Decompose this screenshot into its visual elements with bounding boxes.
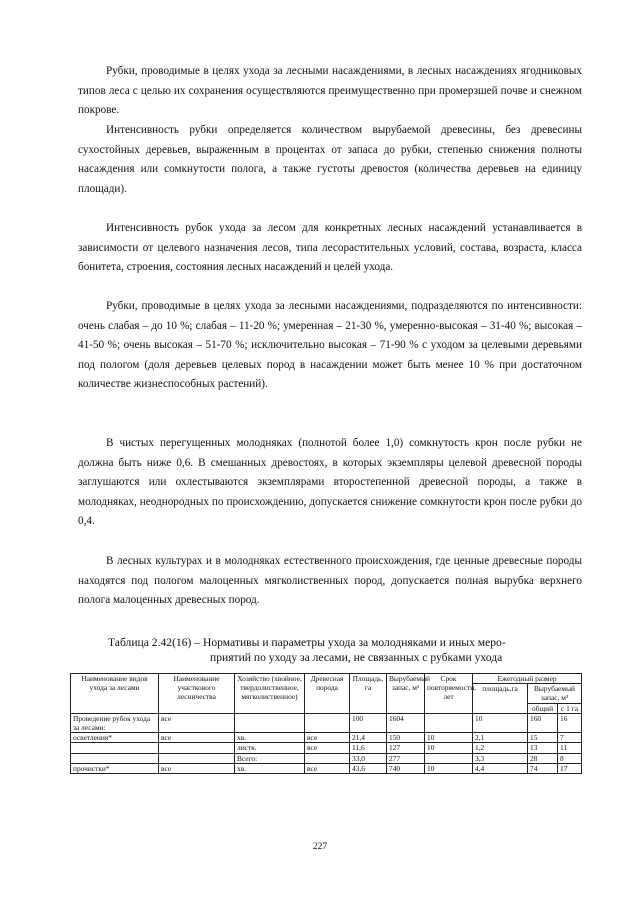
table-row [71, 713, 582, 732]
table-cell [425, 713, 473, 732]
header-species: Древесная порода [305, 674, 350, 714]
table-cell: 277 [387, 753, 425, 763]
table-cell: 8 [558, 753, 582, 763]
table-row [71, 753, 582, 763]
header-area: Площадь, га [350, 674, 387, 714]
table-cell: Всего: [235, 753, 305, 763]
table-cell: 11,6 [350, 743, 387, 753]
table-cell: 1,2 [473, 743, 528, 753]
table-cell [305, 713, 350, 732]
header-total: общий [528, 703, 558, 713]
table-cell [425, 753, 473, 763]
table-cell: 13 [528, 743, 558, 753]
table-cell [71, 753, 159, 763]
table-caption-line2: приятий по уходу за лесами, не связанных с рубками ухода [210, 651, 503, 664]
header-per-ha: с 1 га [558, 703, 582, 713]
header-volume: Вырубаемый запас, м³ [387, 674, 425, 714]
table-cell [159, 743, 235, 753]
table-caption [108, 635, 558, 665]
table-cell: листв. [235, 743, 305, 753]
paragraph-6: В лесных культурах и в молодняках естественного происхождения, где ценные древесные породы находятся под пологом малоценных мягколиственных пород, допускается полная вырубка верхнего полога малоценных древесных пород. [78, 555, 582, 607]
table-cell: 43,6 [350, 763, 387, 773]
table-cell: 1604 [387, 713, 425, 732]
table-cell: 7 [558, 733, 582, 743]
table-cell: 100 [350, 713, 387, 732]
table-cell: хв. [235, 763, 305, 773]
table-cell: Проведение рубок ухода за лесами: [71, 713, 159, 732]
table-cell: осветления* [71, 733, 159, 743]
paragraph-5: В чистых перегущенных молодняках (полнотой более 1,0) сомкнутость крон после рубки не должна быть ниже 0,6. В смешанных древостоях, в которых экземпляры целевой древесной породы заглушаются или охлестываются экземплярами второстепенной древесной породы, а также в молодняках, неоднородных по происхождению, допускается снижение сомкнутости крон после рубки до 0,4. [78, 437, 582, 528]
table-cell: 3,3 [473, 753, 528, 763]
table-cell: 4,4 [473, 763, 528, 773]
table-cell: 11 [558, 743, 582, 753]
table-cell: 127 [387, 743, 425, 753]
table-cell: 10 [425, 763, 473, 773]
table-cell [71, 743, 159, 753]
header-economy: Хозяйство (хвойное, твердолиственное, мягколиственное) [235, 674, 305, 714]
table-row [71, 743, 582, 753]
table-cell: 10 [473, 713, 528, 732]
table-cell: 17 [558, 763, 582, 773]
table-cell: 10 [425, 743, 473, 753]
table-cell: все [305, 763, 350, 773]
table-cell: 15 [528, 733, 558, 743]
table-cell: 2,1 [473, 733, 528, 743]
table-cell: прочистки* [71, 763, 159, 773]
table-cell: 21,4 [350, 733, 387, 743]
table-caption-line1: Таблица 2.42(16) – Нормативы и параметры ухода за молодняками и иных меро- [108, 636, 506, 649]
header-annual-area: площадь,га [473, 684, 528, 714]
table-header-row [71, 674, 582, 684]
table-cell: все [159, 763, 235, 773]
paragraph-4: Рубки, проводимые в целях ухода за лесными насаждениями, подразделяются по интенсивности: очень слабая – до 10 %; слабая – 11-20 %; умеренная – 21-30 %, умеренно-высокая – 31-40 %; высокая – 41-50 %; очень высокая – 51-70 %; исключительно высокая – 71-90 % с уходом за целевыми деревьями под пологом (доля деревьев целевых пород в насаждении может быть менее 10 % при достаточном количестве жизнеспособных растений). [78, 300, 582, 391]
norms-table [70, 673, 582, 774]
table-cell: 150 [387, 733, 425, 743]
header-annual-volume: Вырубаемый запас, м³ [528, 684, 582, 703]
table-cell: все [305, 743, 350, 753]
paragraph-1: Рубки, проводимые в целях ухода за лесными насаждениями, в лесных насаждениях ягодниковых типов леса с целью их сохранения осуществляются преимущественно при промерзшей почве и снежном покрове. [78, 65, 582, 117]
table-cell: 74 [528, 763, 558, 773]
table-cell: 16 [558, 713, 582, 732]
table-cell [305, 753, 350, 763]
paragraph-3: Интенсивность рубок ухода за лесом для конкретных лесных насаждений устанавливается в зависимости от целевого назначения лесов, типа лесорастительных условий, состава, возраста, класса бонитета, строения, состояния лесных насаждений и целей ухода. [78, 222, 582, 274]
table-cell: 33,0 [350, 753, 387, 763]
table-cell [159, 753, 235, 763]
table-cell: 10 [425, 733, 473, 743]
paragraph-2: Интенсивность рубки определяется количеством вырубаемой древесины, без древесины сухостойных деревьев, выраженным в процентах от запаса до рубки, степенью снижения полноты насаждения или сомкнутости полога, а также густоты древостоя (количества деревьев на единицу площади). [78, 124, 582, 195]
table-row [71, 763, 582, 773]
header-annual-size: Ежегодный размер [473, 674, 582, 684]
header-care-type: Наименование видов ухода за лесами [71, 674, 159, 714]
table-cell: хв. [235, 733, 305, 743]
table-cell: все [159, 713, 235, 732]
table-row [71, 733, 582, 743]
table-cell: 740 [387, 763, 425, 773]
table-cell: все [159, 733, 235, 743]
table-cell: все [305, 733, 350, 743]
table-cell: 160 [528, 713, 558, 732]
header-period: Срок повторяемости, лет [425, 674, 473, 714]
page-number: 227 [312, 842, 328, 852]
table-cell [235, 713, 305, 732]
table-cell: 28 [528, 753, 558, 763]
header-forestry: Наименование участкового лесничества [159, 674, 235, 714]
